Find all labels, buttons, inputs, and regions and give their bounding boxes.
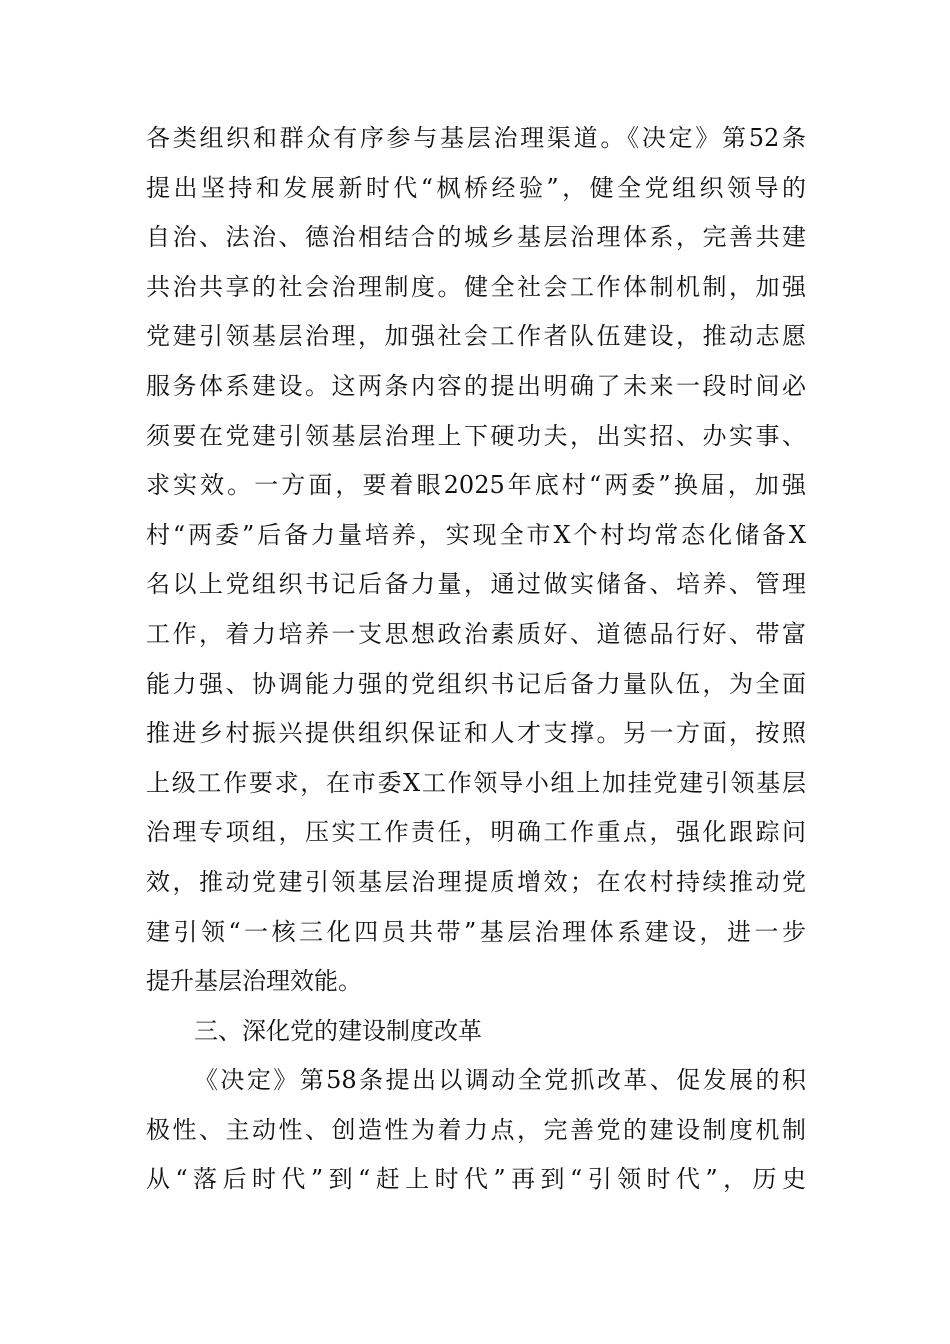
section-heading: 三、深化党的建设制度改革 [194,1016,482,1045]
text-line: 须要在党建引领基层治理上下硬功夫，出实招、办实事、 [146,421,806,450]
text-line: 建引领“一核三化四员共带”基层治理体系建设，进一步 [146,917,806,946]
text-line: 求实效。一方面，要着眼2025年底村“两委”换届，加强 [146,471,806,500]
text-line: 治理专项组，压实工作责任，明确工作重点，强化跟踪问 [146,818,806,847]
text-line: 自治、法治、德治相结合的城乡基层治理体系，完善共建 [146,223,806,252]
text-line: 名以上党组织书记后备力量，通过做实储备、培养、管理 [146,570,806,599]
text-line: 党建引领基层治理，加强社会工作者队伍建设，推动志愿 [146,322,806,351]
text-line: 提出坚持和发展新时代“枫桥经验”，健全党组织领导的 [146,173,806,202]
text-line: 从“落后时代”到“赶上时代”再到“引领时代”，历史 [146,1165,806,1194]
text-line: 《决定》第58条提出以调动全党抓改革、促发展的积 [194,1066,806,1095]
text-line-last: 提升基层治理效能。 [146,967,362,996]
paragraph-grassroots-governance [146,114,806,1205]
text-line: 上级工作要求，在市委X工作领导小组上加挂党建引领基层 [146,768,806,797]
text-line: 服务体系建设。这两条内容的提出明确了未来一段时间必 [146,371,806,400]
text-line: 村“两委”后备力量培养，实现全市X个村均常态化储备X [146,520,806,549]
text-line: 推进乡村振兴提供组织保证和人才支撑。另一方面，按照 [146,719,806,748]
text-line: 工作，着力培养一支思想政治素质好、道德品行好、带富 [146,619,806,648]
text-line: 极性、主动性、创造性为着力点，完善党的建设制度机制 [146,1115,806,1144]
text-line: 能力强、协调能力强的党组织书记后备力量队伍，为全面 [146,669,806,698]
text-line: 效，推动党建引领基层治理提质增效；在农村持续推动党 [146,867,806,896]
text-line: 各类组织和群众有序参与基层治理渠道。《决定》第52条 [146,124,806,152]
text-line: 共治共享的社会治理制度。健全社会工作体制机制，加强 [146,272,806,301]
